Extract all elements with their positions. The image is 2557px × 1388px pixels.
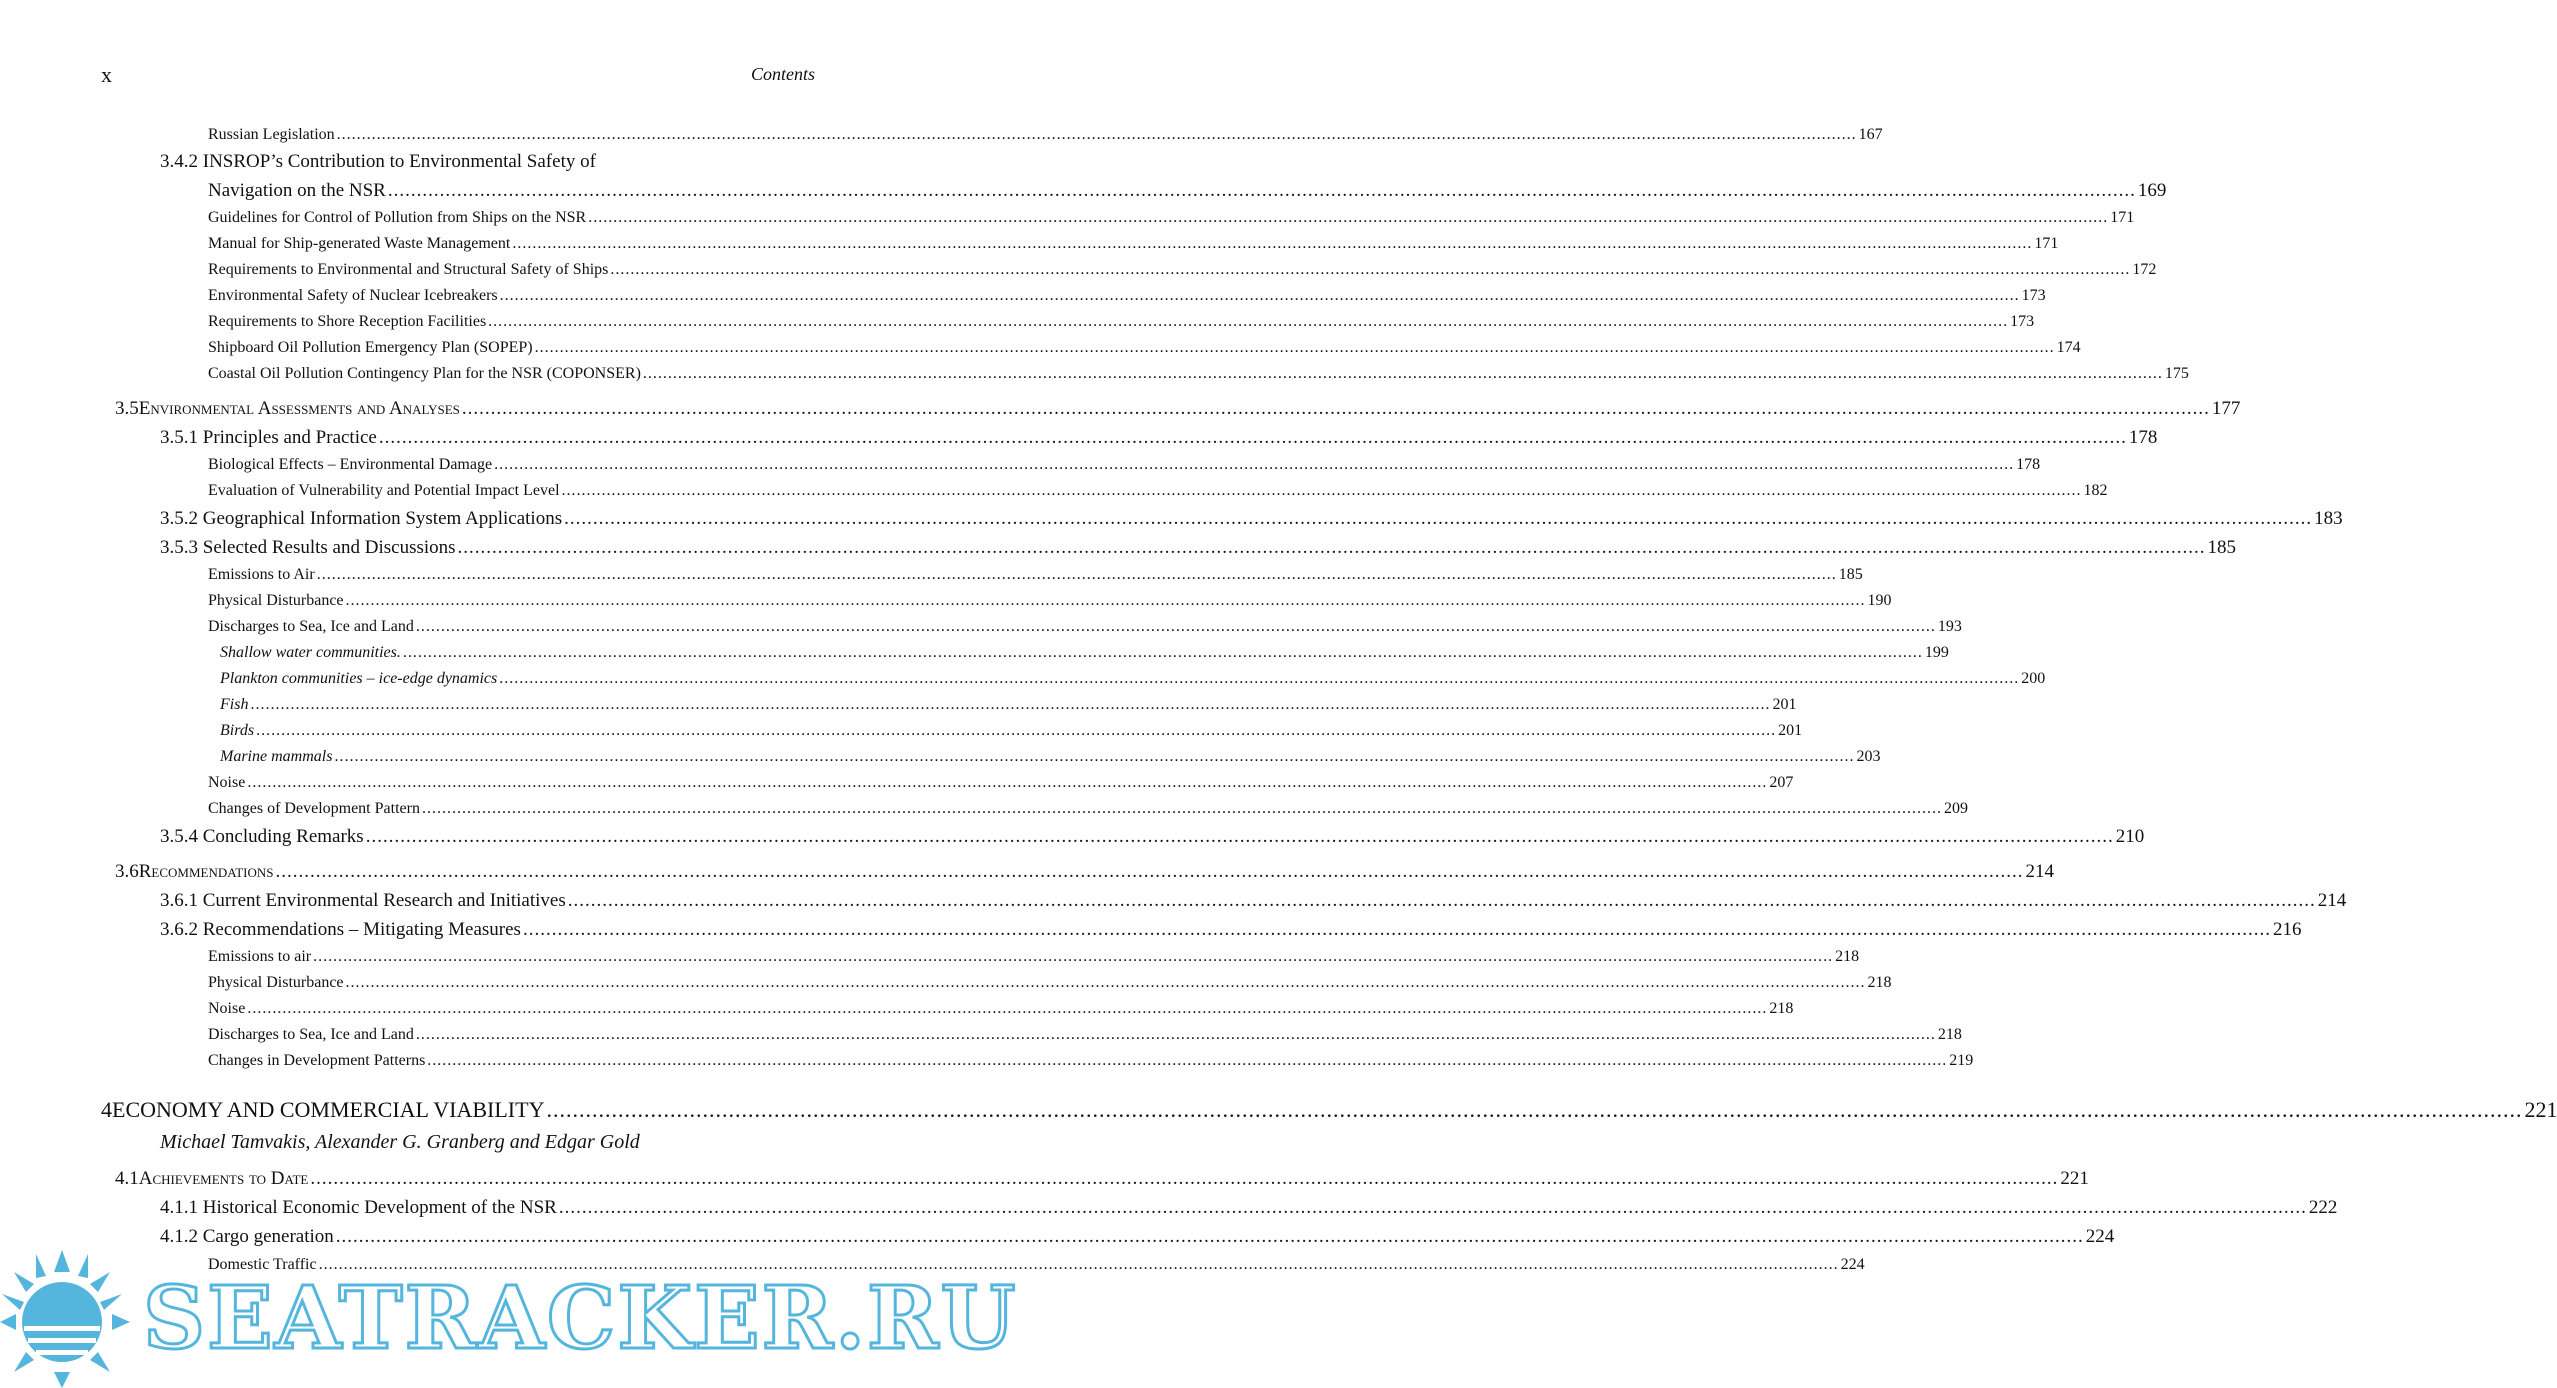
toc-entry-title: Shipboard Oil Pollution Emergency Plan (SOPEP) — [208, 339, 533, 356]
toc-entry-title: Coastal Oil Pollution Contingency Plan for the NSR (COPONSER) — [208, 365, 641, 382]
toc-page-number: 178 — [2128, 427, 2158, 448]
toc-page-number: 193 — [1937, 618, 1962, 635]
toc-entry[interactable] — [208, 566, 1863, 584]
section-number: 3.6 — [115, 861, 139, 882]
toc-entry-title: Noise — [208, 1000, 246, 1017]
toc-entry[interactable] — [208, 1052, 1974, 1070]
leader-dots — [458, 537, 2206, 559]
toc-entry[interactable] — [208, 482, 2108, 500]
toc-page-number: 178 — [2016, 456, 2041, 473]
leader-dots — [588, 209, 2108, 227]
toc-page-number: 190 — [1867, 592, 1892, 609]
toc-entry[interactable] — [208, 287, 2046, 305]
running-header: Contents — [750, 64, 815, 84]
toc-section-entry[interactable] — [115, 861, 2054, 883]
toc-page-number: 222 — [2308, 1197, 2338, 1218]
section-number: 3.5 — [115, 398, 139, 419]
leader-dots — [310, 1168, 2058, 1190]
leader-dots — [462, 398, 2210, 420]
toc-entry-title: Shallow water communities. — [220, 644, 401, 661]
toc-page-number: 221 — [2060, 1168, 2089, 1189]
toc-page-number: 182 — [2083, 482, 2108, 499]
leader-dots — [494, 456, 2014, 474]
toc-page-number: 200 — [2021, 670, 2046, 687]
toc-page-number: 167 — [1858, 126, 1883, 143]
toc-entry[interactable] — [208, 800, 1968, 818]
toc-page-number: 177 — [2211, 398, 2241, 419]
toc-page-number: 201 — [1778, 722, 1803, 739]
toc-entry[interactable] — [208, 1026, 1962, 1044]
toc-entry-title: Recommendations — [138, 861, 274, 882]
leader-dots — [275, 861, 2023, 883]
leader-dots — [643, 365, 2163, 383]
toc-chapter-entry[interactable] — [101, 1097, 2557, 1123]
leader-dots — [488, 313, 2008, 331]
toc-entry-title: Emissions to air — [208, 948, 312, 965]
toc-entry[interactable] — [208, 774, 1794, 792]
toc-entry[interactable] — [208, 339, 2081, 357]
toc-entry-title: Achievements to Date — [138, 1168, 309, 1189]
toc-entry[interactable] — [208, 261, 2157, 279]
toc-entry-title: Fish — [220, 696, 249, 713]
toc-entry[interactable] — [220, 722, 1803, 740]
chapter-authors: Michael Tamvakis, Alexander G. Granberg and Edgar Gold — [160, 1131, 640, 1153]
toc-entry[interactable] — [208, 618, 1962, 636]
toc-entry-title: Manual for Ship-generated Waste Management — [208, 235, 511, 252]
toc-page-number: 218 — [1937, 1026, 1962, 1043]
toc-page-number: 173 — [2010, 313, 2035, 330]
toc-entry[interactable] — [208, 126, 1883, 144]
toc-entry[interactable] — [220, 748, 1881, 766]
leader-dots — [416, 1026, 1936, 1044]
toc-page-number: 216 — [2272, 919, 2302, 940]
toc-entry-title: Plankton communities – ice-edge dynamics — [220, 670, 498, 687]
toc-page-number: 218 — [1835, 948, 1860, 965]
toc-entry[interactable] — [208, 235, 2059, 253]
leader-dots — [403, 644, 1923, 662]
toc-entry[interactable] — [208, 365, 2189, 383]
toc-entry-title: Noise — [208, 774, 246, 791]
toc-entry-title: Emissions to Air — [208, 566, 315, 583]
toc-entry[interactable] — [208, 1000, 1794, 1018]
leader-dots — [337, 126, 1857, 144]
toc-entry[interactable] — [160, 1197, 2338, 1219]
toc-entry[interactable] — [160, 919, 2302, 941]
leader-dots — [500, 287, 2020, 305]
toc-entry[interactable] — [208, 456, 2041, 474]
leader-dots — [250, 696, 1770, 714]
toc-entry-title: Environmental Assessments and Analyses — [138, 398, 460, 419]
toc-entry-title: Environmental Safety of Nuclear Icebreakers — [208, 287, 498, 304]
toc-entry-title: Marine mammals — [220, 748, 333, 765]
toc-page-number: 214 — [2317, 890, 2347, 911]
toc-entry-title: Discharges to Sea, Ice and Land — [208, 618, 414, 635]
leader-dots — [313, 948, 1833, 966]
leader-dots — [610, 261, 2130, 279]
sun-icon — [0, 1250, 130, 1388]
leader-dots — [388, 180, 2136, 202]
toc-page-number: 174 — [2056, 339, 2081, 356]
page-number-roman: x — [101, 62, 112, 87]
toc-entry[interactable] — [208, 948, 1860, 966]
toc-entry[interactable] — [220, 696, 1797, 714]
toc-page-number: 209 — [1943, 800, 1968, 817]
toc-entry[interactable] — [160, 427, 2158, 449]
toc-entry[interactable] — [160, 508, 2343, 530]
toc-page-number: 224 — [1840, 1256, 1865, 1273]
toc-entry[interactable] — [208, 592, 1892, 610]
leader-dots — [523, 919, 2271, 941]
toc-entry[interactable] — [220, 644, 1949, 662]
toc-page-number: 207 — [1769, 774, 1794, 791]
toc-page-number: 172 — [2132, 261, 2157, 278]
toc-entry-title: 3.6.1 Current Environmental Research and Initiatives — [160, 890, 566, 911]
leader-dots — [559, 1197, 2307, 1219]
toc-entry[interactable] — [208, 313, 2035, 331]
toc-entry-title: Guidelines for Control of Pollution from Ships on the NSR — [208, 209, 587, 226]
toc-entry-title: Requirements to Environmental and Structural Safety of Ships — [208, 261, 609, 278]
toc-entry-title: 4.1.1 Historical Economic Development of the NSR — [160, 1197, 557, 1218]
toc-entry-title: 3.5.2 Geographical Information System Applications — [160, 508, 563, 529]
toc-entry-title: Navigation on the NSR — [208, 180, 386, 201]
toc-entry-title: Changes of Development Pattern — [208, 800, 420, 817]
chapter-number: 4 — [101, 1097, 112, 1122]
leader-dots — [346, 592, 1866, 610]
toc-page-number: 224 — [2085, 1226, 2115, 1247]
toc-entry[interactable] — [208, 180, 2167, 202]
toc-page-number: 175 — [2164, 365, 2189, 382]
toc-entry-title: Discharges to Sea, Ice and Land — [208, 1026, 414, 1043]
toc-entry[interactable] — [208, 209, 2135, 227]
toc-page-number: 219 — [1949, 1052, 1974, 1069]
toc-page-number: 169 — [2137, 180, 2167, 201]
toc-entry-title: Requirements to Shore Reception Facilities — [208, 313, 487, 330]
leader-dots — [334, 748, 1854, 766]
leader-dots — [379, 427, 2127, 449]
toc-entry-title: Domestic Traffic — [208, 1256, 317, 1273]
toc-entry[interactable] — [160, 826, 2145, 848]
leader-dots — [346, 974, 1866, 992]
leader-dots — [427, 1052, 1947, 1070]
toc-page-number: 183 — [2314, 508, 2343, 529]
toc-page-number: 201 — [1772, 696, 1797, 713]
leader-dots — [546, 1097, 2522, 1123]
leader-dots — [247, 1000, 1767, 1018]
toc-entry-title: 3.5.4 Concluding Remarks — [160, 826, 364, 847]
leader-dots — [247, 774, 1767, 792]
toc-entry-title: 3.5.3 Selected Results and Discussions — [160, 537, 456, 558]
toc-entry-title: Russian Legislation — [208, 126, 335, 143]
leader-dots — [422, 800, 1942, 818]
toc-page-number: 203 — [1856, 748, 1881, 765]
toc-page-number: 199 — [1924, 644, 1949, 661]
toc-entry-title: Biological Effects – Environmental Damage — [208, 456, 493, 473]
toc-entry-title: 3.4.2 INSROP’s Contribution to Environmental Safety of — [160, 151, 596, 172]
toc-entry[interactable] — [220, 670, 2046, 688]
leader-dots — [499, 670, 2019, 688]
toc-entry[interactable] — [160, 537, 2237, 559]
toc-page-number: 218 — [1867, 974, 1892, 991]
toc-entry[interactable] — [160, 151, 815, 173]
leader-dots — [564, 508, 2312, 530]
toc-section-entry[interactable] — [115, 398, 2241, 420]
leader-dots — [568, 890, 2316, 912]
leader-dots — [416, 618, 1936, 636]
toc-entry-title: Birds — [220, 722, 255, 739]
toc-entry-title: ECONOMY AND COMMERCIAL VIABILITY — [112, 1097, 545, 1122]
toc-entry-title: 3.6.2 Recommendations – Mitigating Measures — [160, 919, 521, 940]
leader-dots — [535, 339, 2055, 357]
toc-page-number: 185 — [2207, 537, 2237, 558]
toc-page-number: 221 — [2524, 1097, 2557, 1122]
toc-page-number: 171 — [2034, 235, 2059, 252]
leader-dots — [317, 566, 1837, 584]
toc-entry-title: Physical Disturbance — [208, 974, 344, 991]
toc-entry[interactable] — [160, 890, 2347, 912]
toc-entry-title: 3.5.1 Principles and Practice — [160, 427, 377, 448]
leader-dots — [366, 826, 2114, 848]
toc-page-number: 218 — [1769, 1000, 1794, 1017]
toc-entry-title: Changes in Development Patterns — [208, 1052, 426, 1069]
leader-dots — [256, 722, 1776, 740]
leader-dots — [562, 482, 2082, 500]
toc-page-number: 214 — [2025, 861, 2054, 882]
section-number: 4.1 — [115, 1168, 139, 1189]
toc-page-number: 185 — [1838, 566, 1863, 583]
toc-section-entry[interactable] — [115, 1168, 2089, 1190]
toc-page-number: 171 — [2110, 209, 2135, 226]
toc-entry-title: Evaluation of Vulnerability and Potential Impact Level — [208, 482, 560, 499]
toc-entry-title: Physical Disturbance — [208, 592, 344, 609]
toc-entry[interactable] — [208, 974, 1892, 992]
toc-entry-title: 4.1.2 Cargo generation — [160, 1226, 334, 1247]
watermark-text: SEATRACKER.RU — [143, 1268, 1018, 1369]
toc-page-number: 210 — [2115, 826, 2145, 847]
toc-page-number: 173 — [2021, 287, 2046, 304]
leader-dots — [512, 235, 2032, 253]
